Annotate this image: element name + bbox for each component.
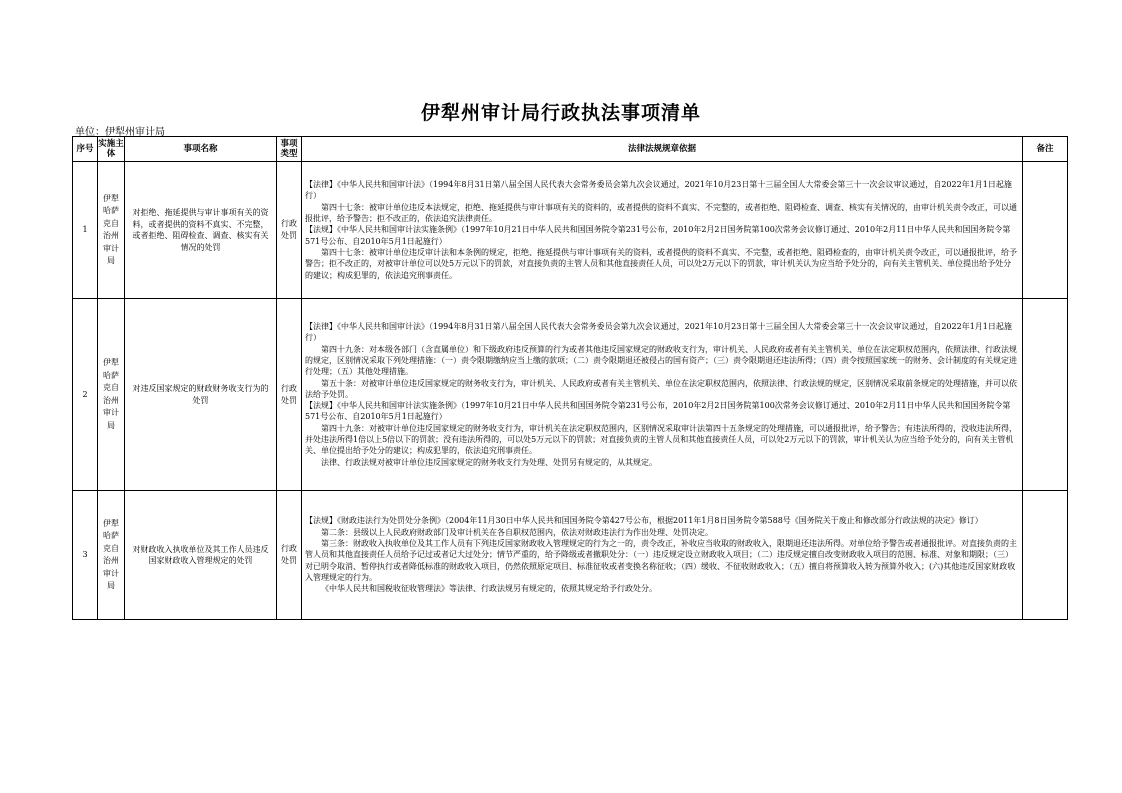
table-row — [73, 491, 1068, 620]
unit-label: 单位：伊犁州审计局 — [75, 127, 165, 138]
basis-paragraph: 【法律】《中华人民共和国审计法》（1994年8月31日第八届全国人民代表大会常务委员会第九次会议通过，2021年10月23日第十三届全国人大常委会第三十一次会议审议通过，自2022年1月1日起施行） — [305, 180, 1012, 201]
basis-paragraph: 第五十条：对被审计单位违反国家规定的财务收支行为，审计机关、人民政府或者有关主管机关、单位在法定职权范围内，依照法律、行政法规的规定，区别情况采取前条规定的处理措施，并可以依法给予处罚。 — [305, 378, 1017, 399]
row-subject: 伊犁哈萨克自治州审计局 — [98, 162, 125, 299]
header-item-name: 事项名称 — [125, 137, 277, 162]
page-title: 伊犁州审计局行政执法事项清单 — [420, 102, 701, 124]
row-basis — [302, 491, 1023, 620]
table-row — [73, 299, 1068, 491]
row-basis — [302, 162, 1023, 299]
basis-paragraph: 第四十九条：对被审计单位违反国家规定的财务收支行为，审计机关在法定职权范围内，区别情况采取审计法第四十五条规定的处理措施，可以通报批评，给予警告；有违法所得的，没收违法所得，并处违法所得1倍以上5倍以下的罚款；没有违法所得的，可以处5万元以下的罚款；对直接负责的主管人员和其他直接责任人员，可以处2万元以下的罚款，审计机关认为应当给予处分的，向有关主管机关、单位提出给予处分的建议；构成犯罪的，依法追究刑事责任。 — [305, 423, 1017, 456]
basis-paragraph: 【法规】《中华人民共和国审计法实施条例》（1997年10月21日中华人民共和国国务院令第231号公布，2010年2月2日国务院第100次常务会议修订通过、2010年2月11日中华人民共和国国务院令第571号公布、自2010年5月1日起施行） — [305, 401, 1011, 422]
basis-paragraph: 第四十九条：对本级各部门（含直属单位）和下级政府违反预算的行为或者其他违反国家规定的财政收支行为，审计机关、人民政府或者有关主管机关、单位在法定职权范围内，依照法律、行政法规的规定，区别情况采取下列处理措施：（一）责令限期缴纳应当上缴的款项；（二）责令限期退还被侵占的国有资产；（三）责令限期退还违法所得；（四）责令按照国家统一的财务、会计制度的有关规定进行处理；（五）其他处理措施。 — [305, 344, 1017, 377]
row-subject: 伊犁哈萨克自治州审计局 — [98, 299, 125, 491]
row-remarks — [1023, 299, 1068, 491]
header-subject: 实施主体 — [98, 137, 125, 162]
row-item-name: 对财政收入执收单位及其工作人员违反国家财政收入管理规定的处罚 — [125, 491, 277, 620]
basis-paragraph: 第四十七条：被审计单位违反审计法和本条例的规定，拒绝、拖延提供与审计事项有关的资料，或者提供的资料不真实、不完整，或者拒绝、阻碍检查的，由审计机关责令改正，可以通报批评，给予警告；拒不改正的，对被审计单位可以处5万元以下的罚款，对直接负责的主管人员和其他直接责任人员，可以处2万元以下的罚款，审计机关认为应当给予处分的，向有关主管机关、单位提出给予处分的建议；构成犯罪的，依法追究刑事责任。 — [305, 247, 1017, 280]
header-item-type: 事项类型 — [277, 137, 302, 162]
row-item-name: 对违反国家规定的财政财务收支行为的处罚 — [125, 299, 277, 491]
row-remarks — [1023, 162, 1068, 299]
basis-paragraph: 【法规】《中华人民共和国审计法实施条例》（1997年10月21日中华人民共和国国务院令第231号公布，2010年2月2日国务院第100次常务会议修订通过、2010年2月11日中华人民共和国国务院令第571号公布、自2010年5月1日起施行） — [305, 225, 1011, 246]
row-seq: 3 — [73, 491, 98, 620]
basis-paragraph: 第四十七条：被审计单位违反本法规定，拒绝、拖延提供与审计事项有关的资料的，或者提供的资料不真实、不完整的，或者拒绝、阻碍检查、调查、核实有关情况的，由审计机关责令改正，可以通报批评，给予警告；拒不改正的，依法追究法律责任。 — [305, 202, 1017, 224]
basis-paragraph: 《中华人民共和国税收征收管理法》等法律、行政法规另有规定的，依照其规定给予行政处分。 — [321, 584, 657, 594]
basis-paragraph: 法律、行政法规对被审计单位违反国家规定的财务收支行为处理、处罚另有规定的，从其规定。 — [321, 457, 657, 467]
header-basis: 法律法规规章依据 — [302, 137, 1023, 162]
row-item-type: 行政处罚 — [277, 491, 302, 620]
enforcement-items-table — [72, 136, 1068, 620]
table-row — [73, 162, 1068, 299]
row-item-type: 行政处罚 — [277, 162, 302, 299]
row-seq: 2 — [73, 299, 98, 491]
basis-paragraph: 第三条：财政收入执收单位及其工作人员有下列违反国家财政收入管理规定的行为之一的，责令改正，补收应当收取的财政收入，限期退还违法所得。对单位给予警告或者通报批评。对直接负责的主管人员和其他直接责任人员给予记过或者记大过处分；情节严重的，给予降级或者撤职处分：（一）违反规定设立财政收入项目；（二）违反规定擅自改变财政收入项目的范围、标准、对象和期限；（三）对已明令取消、暂停执行或者降低标准的财政收入项目，仍然依照原定项目、标准征收或者变换名称征收；（四）缓收、不征收财政收入；（五）擅自将预算收入转为预算外收入；(六)其他违反国家财政收入管理规定的行为。 — [305, 539, 1017, 582]
row-subject: 伊犁哈萨克自治州审计局 — [98, 491, 125, 620]
row-remarks — [1023, 491, 1068, 620]
table-header-row — [73, 137, 1068, 162]
row-seq: 1 — [73, 162, 98, 299]
header-seq: 序号 — [73, 137, 98, 162]
row-basis — [302, 299, 1023, 491]
row-item-name: 对拒绝、拖延提供与审计事项有关的资料，或者提供的资料不真实、不完整，或者拒绝、阻碍检查、调查、核实有关情况的处罚 — [125, 162, 277, 299]
basis-paragraph: 【法规】《财政违法行为处罚处分条例》（2004年11月30日中华人民共和国国务院令第427号公布，根据2011年1月8日国务院令第588号《国务院关于废止和修改部分行政法规的决定》修订） — [305, 516, 983, 526]
basis-paragraph: 【法律】《中华人民共和国审计法》（1994年8月31日第八届全国人民代表大会常务委员会第九次会议通过，2021年10月23日第十三届全国人大常委会第三十一次会议审议通过，自2022年1月1日起施行） — [305, 322, 1012, 343]
basis-paragraph: 第二条：县级以上人民政府财政部门及审计机关在各自职权范围内，依法对财政违法行为作出处理、处罚决定。 — [321, 527, 713, 537]
row-item-type: 行政处罚 — [277, 299, 302, 491]
header-remarks: 备注 — [1023, 137, 1068, 162]
